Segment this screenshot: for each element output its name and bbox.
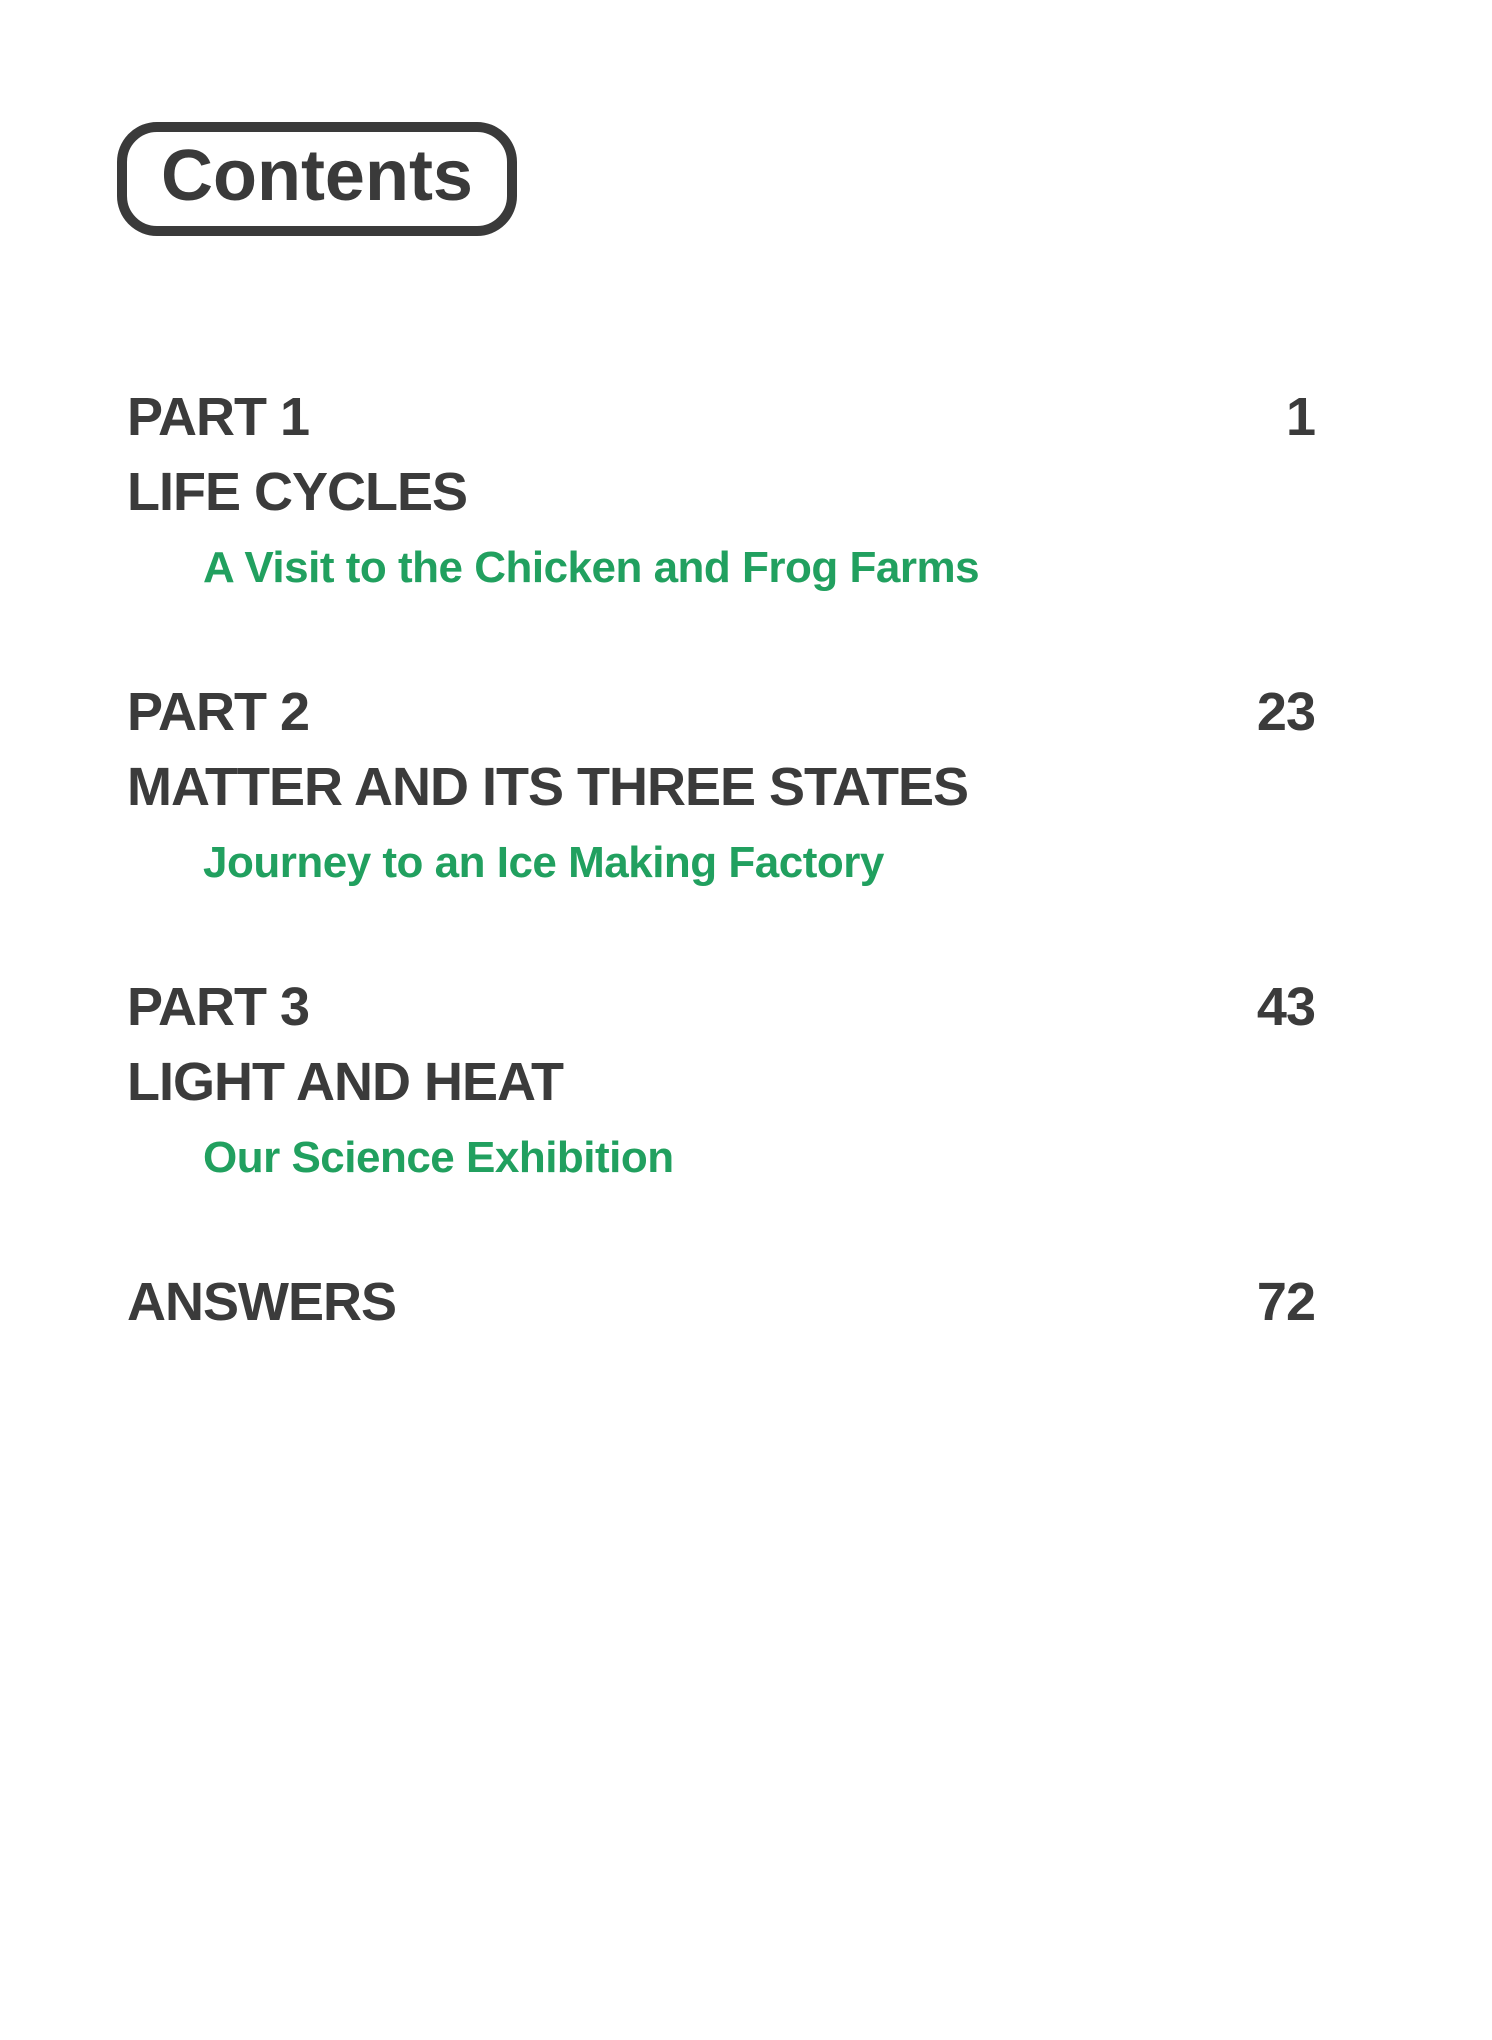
- contents-title-badge: [117, 122, 517, 236]
- part-title: LIFE CYCLES: [127, 462, 468, 522]
- page-number: 1: [1285, 387, 1315, 447]
- answers-label: ANSWERS: [127, 1272, 397, 1332]
- toc-entry-part-2: [127, 675, 1315, 900]
- toc-entry-head: [127, 970, 1315, 1045]
- part-subtitle: Journey to an Ice Making Factory: [203, 838, 884, 887]
- toc-entry-head: [127, 380, 1315, 455]
- part-subtitle: Our Science Exhibition: [203, 1133, 674, 1182]
- page-number: 23: [1256, 682, 1315, 742]
- part-title: MATTER AND ITS THREE STATES: [127, 757, 968, 817]
- part-label: PART 3: [127, 977, 310, 1037]
- part-label: PART 2: [127, 682, 310, 742]
- page-number: 43: [1256, 977, 1315, 1037]
- toc-entry-answers: [127, 1265, 1315, 1340]
- table-of-contents: [127, 380, 1315, 1410]
- part-subtitle: A Visit to the Chicken and Frog Farms: [203, 543, 980, 592]
- page-title: Contents: [161, 136, 473, 216]
- toc-entry-part-1: [127, 380, 1315, 605]
- toc-entry-part-3: [127, 970, 1315, 1195]
- toc-entry-head: [127, 675, 1315, 750]
- part-label: PART 1: [127, 387, 310, 447]
- part-title: LIGHT AND HEAT: [127, 1052, 563, 1112]
- page-number: 72: [1256, 1272, 1315, 1332]
- toc-entry-head: [127, 1265, 1315, 1340]
